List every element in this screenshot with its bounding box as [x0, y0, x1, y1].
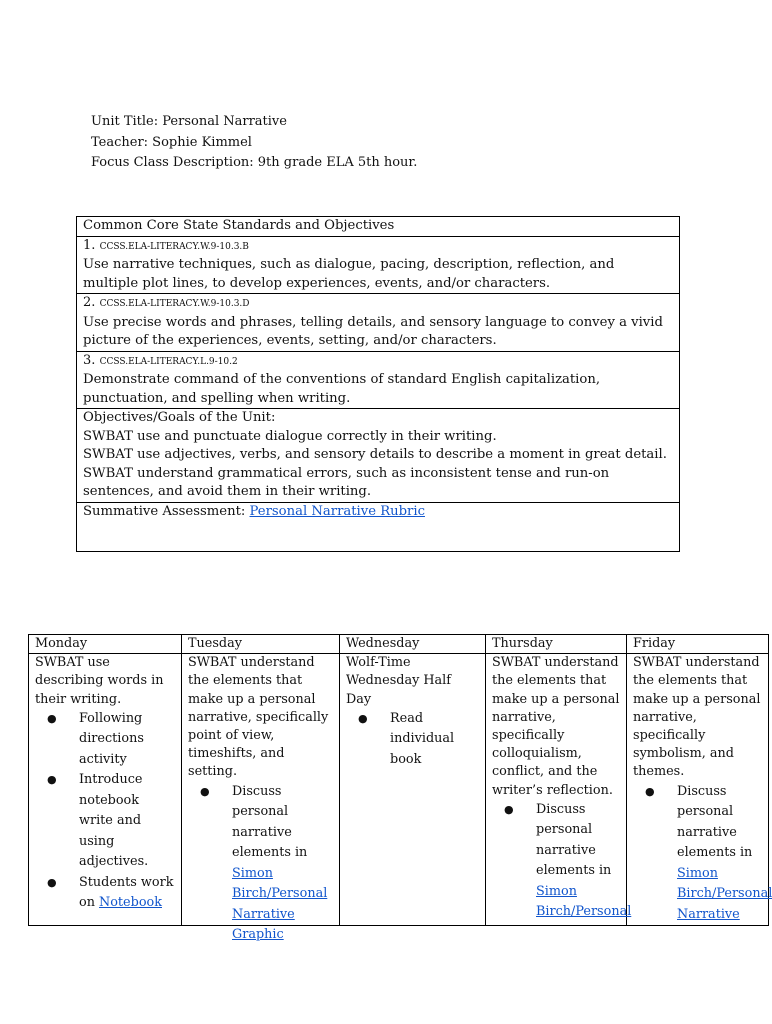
- tuesday-activities: [188, 782, 333, 946]
- standard-code: CCSS.ELA-LITERACY.L.9-10.2: [99, 356, 238, 367]
- objectives-row: [77, 409, 680, 503]
- standard-row: [77, 236, 680, 294]
- day-wednesday: Wednesday: [340, 635, 486, 654]
- standard-text: Use precise words and phrases, telling details, and sensory language to convey a vivid picture of the experiences, events, setting, and/or characters.: [83, 314, 663, 348]
- day-tuesday: Tuesday: [182, 635, 340, 654]
- monday-cell: [29, 654, 182, 926]
- activity-item: [530, 800, 632, 923]
- day-thursday: Thursday: [486, 635, 627, 654]
- thursday-cell: [486, 654, 632, 926]
- activity-text: Discuss personal narrative elements in: [677, 783, 753, 861]
- weekday-content-row: [29, 654, 769, 926]
- standard-row: [77, 351, 680, 409]
- activity-text: Students work on: [79, 874, 174, 911]
- activity-item: [671, 782, 772, 926]
- activity-item: [73, 873, 175, 914]
- rubric-link[interactable]: Personal Narrative Rubric: [249, 503, 425, 519]
- activity-item: ● Introduce notebook write and using adjectives.: [73, 770, 175, 873]
- wednesday-objective: Wolf-Time Wednesday Half Day: [346, 655, 451, 707]
- objective-line: SWBAT use and punctuate dialogue correctly in their writing.: [83, 428, 497, 444]
- focus-class-description: Focus Class Description: 9th grade ELA 5th hour.: [91, 155, 418, 170]
- simon-birch-link[interactable]: Simon Birch/Personal Narrative: [677, 865, 772, 922]
- standards-heading: Common Core State Standards and Objectives: [77, 217, 680, 237]
- wednesday-activities: [346, 709, 479, 771]
- monday-activities: [35, 709, 175, 914]
- activity-item: ● Following directions activity: [73, 709, 175, 771]
- standard-number: 1.: [83, 237, 96, 253]
- notebook-link[interactable]: Notebook: [99, 895, 162, 911]
- tuesday-objective: SWBAT understand the elements that make up a personal narrative, specifically point of view, timeshifts, and setting.: [188, 655, 329, 780]
- standard-row: [77, 294, 680, 352]
- weekly-plan-table: [28, 634, 772, 943]
- activity-item: ● Read individual book: [384, 709, 479, 771]
- weekday-header-row: [29, 635, 769, 654]
- activity-item: [226, 782, 333, 946]
- tuesday-cell: [182, 654, 340, 943]
- simon-birch-link[interactable]: Simon Birch/Personal Narrative Graphic: [232, 865, 328, 943]
- day-friday: Friday: [627, 635, 769, 654]
- standard-code: CCSS.ELA-LITERACY.W.9-10.3.D: [99, 299, 250, 309]
- standard-number: 2.: [83, 295, 96, 310]
- objectives-heading: Objectives/Goals of the Unit:: [83, 410, 276, 425]
- thursday-activities: [492, 800, 632, 923]
- standard-code: CCSS.ELA-LITERACY.W.9-10.3.B: [99, 241, 249, 252]
- assessment-row: [77, 502, 680, 551]
- unit-title: Unit Title: Personal Narrative: [91, 114, 287, 129]
- assessment-label: Summative Assessment:: [83, 503, 250, 519]
- standard-text: Use narrative techniques, such as dialogue, pacing, description, reflection, and multiple plot lines, to develop experiences, events, and/or characters.: [83, 257, 615, 291]
- standards-heading-row: [77, 217, 680, 237]
- activity-text: Discuss personal narrative elements in: [536, 801, 612, 879]
- standard-text: Demonstrate command of the conventions of standard English capitalization, punctuation, and spelling when writing.: [83, 372, 601, 406]
- standard-number: 3.: [83, 352, 96, 368]
- standards-table: [76, 216, 680, 552]
- simon-birch-link[interactable]: Simon Birch/Personal: [536, 883, 632, 920]
- teacher-name: Teacher: Sophie Kimmel: [91, 134, 252, 150]
- objective-line: SWBAT understand grammatical errors, such as inconsistent tense and run-on sentences, and avoid them in their writing.: [83, 465, 610, 499]
- objective-line: SWBAT use adjectives, verbs, and sensory details to describe a moment in great detail.: [83, 447, 667, 462]
- unit-header: [91, 112, 417, 174]
- friday-objective: SWBAT understand the elements that make up a personal narrative, specifically symbolism, and themes.: [633, 655, 761, 780]
- day-monday: Monday: [29, 635, 182, 654]
- friday-cell: [627, 654, 772, 926]
- thursday-objective: SWBAT understand the elements that make up a personal narrative, specifically colloquialism, conflict, and the writer’s reflection.: [492, 655, 620, 798]
- friday-activities: [633, 782, 772, 926]
- activity-text: Discuss personal narrative elements in: [232, 783, 308, 861]
- monday-objective: SWBAT use describing words in their writing.: [35, 655, 164, 707]
- wednesday-cell: [340, 654, 486, 926]
